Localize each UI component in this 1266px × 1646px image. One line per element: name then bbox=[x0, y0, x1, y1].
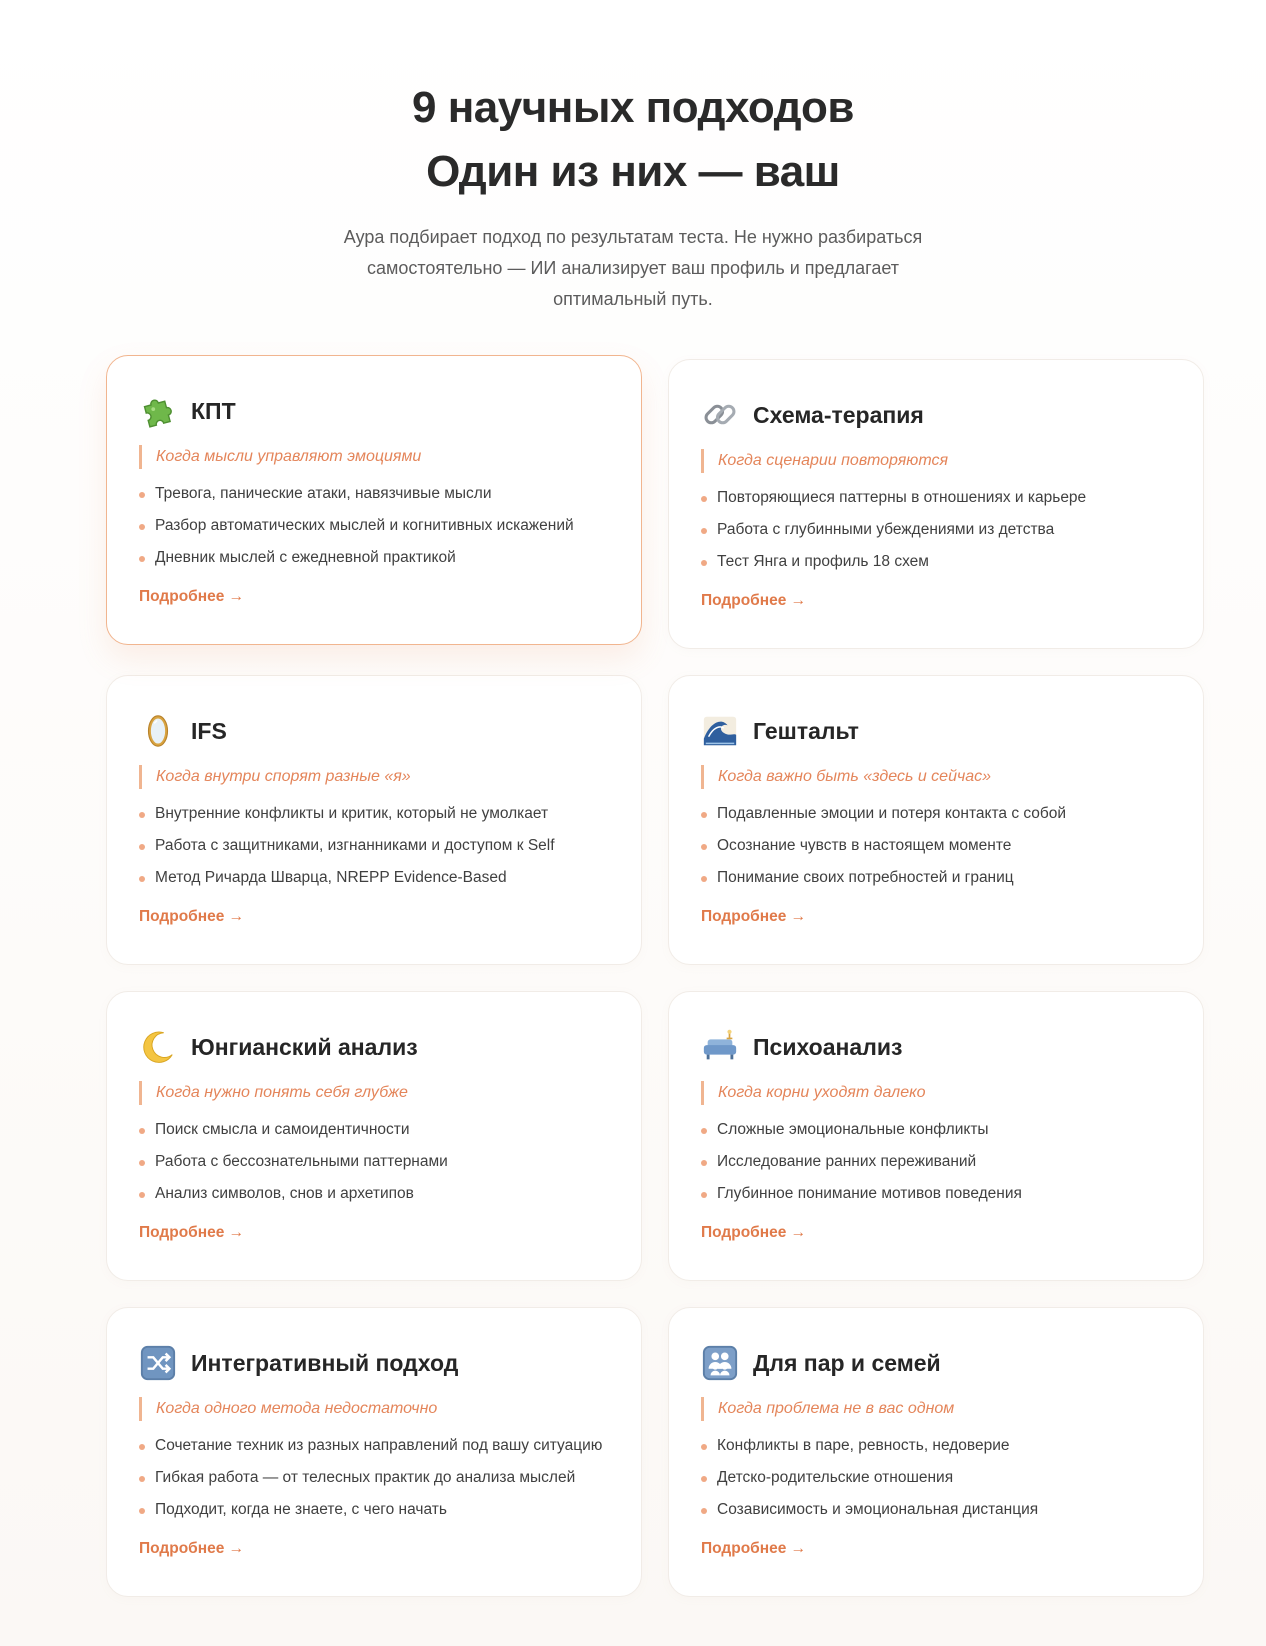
card-tagline: Когда проблема не в вас одном bbox=[701, 1397, 1171, 1421]
crescent-moon-icon bbox=[139, 1028, 177, 1066]
approach-card-gestalt[interactable] bbox=[668, 675, 1204, 965]
card-bullets bbox=[701, 1436, 1171, 1520]
card-bullets bbox=[701, 804, 1171, 888]
more-link[interactable]: Подробнее → bbox=[139, 588, 245, 605]
card-bullets bbox=[139, 804, 609, 888]
list-item: Созависимость и эмоциональная дистанция bbox=[701, 1500, 1171, 1520]
list-item: Детско-родительские отношения bbox=[701, 1468, 1171, 1488]
card-header bbox=[701, 710, 1171, 752]
list-item: Метод Ричарда Шварца, NREPP Evidence-Based bbox=[139, 868, 609, 888]
list-item: Работа с защитниками, изгнанниками и доступом к Self bbox=[139, 836, 609, 856]
approach-card-schema-therapy[interactable] bbox=[668, 359, 1204, 649]
card-tagline: Когда корни уходят далеко bbox=[701, 1081, 1171, 1105]
approach-card-cbt[interactable] bbox=[106, 355, 642, 645]
card-bullets bbox=[701, 1120, 1171, 1204]
wave-icon bbox=[701, 712, 739, 750]
card-bullets bbox=[701, 488, 1171, 572]
couch-icon bbox=[701, 1028, 739, 1066]
card-tagline: Когда важно быть «здесь и сейчас» bbox=[701, 765, 1171, 789]
list-item: Глубинное понимание мотивов поведения bbox=[701, 1184, 1171, 1204]
page-title-line-1: 9 научных подходов bbox=[412, 83, 854, 132]
list-item: Понимание своих потребностей и границ bbox=[701, 868, 1171, 888]
list-item: Внутренние конфликты и критик, который не умолкает bbox=[139, 804, 609, 824]
card-bullets bbox=[139, 1436, 609, 1520]
hero-section bbox=[0, 0, 1266, 315]
list-item: Тест Янга и профиль 18 схем bbox=[701, 552, 1171, 572]
card-title: КПТ bbox=[191, 397, 236, 424]
card-title: Юнгианский анализ bbox=[191, 1033, 418, 1060]
family-icon bbox=[701, 1344, 739, 1382]
card-title: Психоанализ bbox=[753, 1033, 903, 1060]
card-title: IFS bbox=[191, 717, 227, 744]
list-item: Подавленные эмоции и потеря контакта с собой bbox=[701, 804, 1171, 824]
approach-card-couples-family[interactable] bbox=[668, 1307, 1204, 1597]
card-header bbox=[701, 1026, 1171, 1068]
more-link[interactable]: Подробнее → bbox=[139, 1224, 245, 1241]
list-item: Подходит, когда не знаете, с чего начать bbox=[139, 1500, 609, 1520]
puzzle-icon bbox=[139, 392, 177, 430]
approach-card-ifs[interactable] bbox=[106, 675, 642, 965]
list-item: Конфликты в паре, ревность, недоверие bbox=[701, 1436, 1171, 1456]
list-item: Поиск смысла и самоидентичности bbox=[139, 1120, 609, 1140]
card-title: Для пар и семей bbox=[753, 1349, 941, 1376]
approaches-grid bbox=[106, 359, 1206, 1597]
list-item: Осознание чувств в настоящем моменте bbox=[701, 836, 1171, 856]
card-bullets bbox=[139, 1120, 609, 1204]
chain-link-icon bbox=[701, 396, 739, 434]
more-link[interactable]: Подробнее → bbox=[139, 1540, 245, 1557]
list-item: Повторяющиеся паттерны в отношениях и карьере bbox=[701, 488, 1171, 508]
card-tagline: Когда мысли управляют эмоциями bbox=[139, 445, 609, 469]
mirror-icon bbox=[139, 712, 177, 750]
more-link[interactable]: Подробнее → bbox=[701, 1224, 807, 1241]
card-tagline: Когда одного метода недостаточно bbox=[139, 1397, 609, 1421]
list-item: Сочетание техник из разных направлений под вашу ситуацию bbox=[139, 1436, 609, 1456]
card-header bbox=[701, 1342, 1171, 1384]
card-tagline: Когда сценарии повторяются bbox=[701, 449, 1171, 473]
card-header bbox=[139, 390, 609, 432]
list-item: Гибкая работа — от телесных практик до анализа мыслей bbox=[139, 1468, 609, 1488]
list-item: Работа с бессознательными паттернами bbox=[139, 1152, 609, 1172]
more-link[interactable]: Подробнее → bbox=[701, 908, 807, 925]
card-title: Схема-терапия bbox=[753, 401, 924, 428]
list-item: Анализ символов, снов и архетипов bbox=[139, 1184, 609, 1204]
card-header bbox=[139, 710, 609, 752]
card-tagline: Когда внутри спорят разные «я» bbox=[139, 765, 609, 789]
more-link[interactable]: Подробнее → bbox=[701, 592, 807, 609]
page-title bbox=[0, 76, 1266, 204]
card-header bbox=[139, 1342, 609, 1384]
more-link[interactable]: Подробнее → bbox=[139, 908, 245, 925]
list-item: Дневник мыслей с ежедневной практикой bbox=[139, 548, 609, 568]
list-item: Исследование ранних переживаний bbox=[701, 1152, 1171, 1172]
page-title-line-2: Один из них — ваш bbox=[426, 147, 840, 196]
list-item: Сложные эмоциональные конфликты bbox=[701, 1120, 1171, 1140]
card-header bbox=[701, 394, 1171, 436]
more-link[interactable]: Подробнее → bbox=[701, 1540, 807, 1557]
list-item: Тревога, панические атаки, навязчивые мысли bbox=[139, 484, 609, 504]
approach-card-jungian[interactable] bbox=[106, 991, 642, 1281]
list-item: Разбор автоматических мыслей и когнитивных искажений bbox=[139, 516, 609, 536]
card-title: Интегративный подход bbox=[191, 1349, 459, 1376]
card-bullets bbox=[139, 484, 609, 568]
approach-card-psychoanalysis[interactable] bbox=[668, 991, 1204, 1281]
shuffle-icon bbox=[139, 1344, 177, 1382]
card-title: Гештальт bbox=[753, 717, 859, 744]
card-header bbox=[139, 1026, 609, 1068]
list-item: Работа с глубинными убеждениями из детства bbox=[701, 520, 1171, 540]
approach-card-integrative[interactable] bbox=[106, 1307, 642, 1597]
card-tagline: Когда нужно понять себя глубже bbox=[139, 1081, 609, 1105]
page-subtitle: Аура подбирает подход по результатам теста. Не нужно разбираться самостоятельно — ИИ анализирует ваш профиль и предлагает оптимальный путь. bbox=[343, 227, 923, 309]
